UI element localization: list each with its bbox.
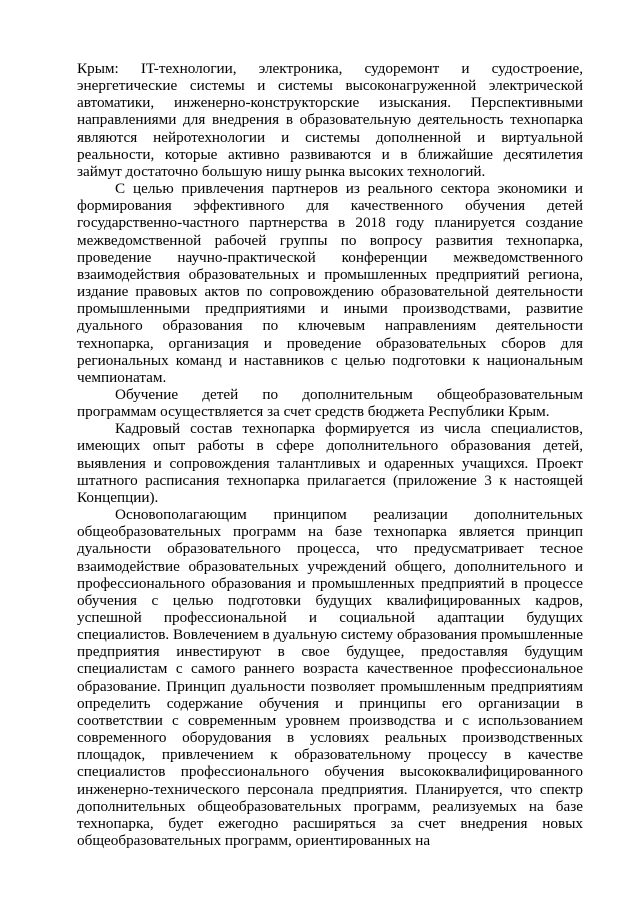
paragraph-partners: С целью привлечения партнеров из реального сектора экономики и формирования эффективного для качественного обучения детей государственно-частного партнерства в 2018 году планируется создание межведомственной рабочей группы по вопросу развития технопарка, проведение научно-практической конференции межведомственного взаимодействия образовательных и промышленных предприятий региона, издание правовых актов по сопровождению образовательной деятельности промышленными предприятиями и иными производствами, развитие дуального образования по ключевым направлениям деятельности технопарка, организация и проведение образовательных сборов для региональных команд и наставников с целью подготовки к национальным чемпионатам. (77, 180, 583, 386)
document-body (77, 60, 583, 849)
paragraph-funding: Обучение детей по дополнительным общеобразовательным программам осуществляется за счет средств бюджета Республики Крым. (77, 385, 583, 421)
paragraph-dual-principle: Основополагающим принципом реализации дополнительных общеобразовательных программ на базе технопарка является принцип дуальности образовательного процесса, что предусматривает тесное взаимодействие образовательных учреждений общего, дополнительного и профессионального образования и промышленных предприятий в процессе обучения с целью подготовки будущих квалифицированных кадров, успешной профессиональной и социальной адаптации будущих специалистов. Вовлечением в дуальную систему образования промышленные предприятия инвестируют в свое будущее, предоставляя будущим специалистам с самого раннего возраста качественное профессиональное образование. Принцип дуальности позволяет промышленным предприятиям определить содержание обучения и принципы его организации в соответствии с современным уровнем производства и с использованием современного оборудования в условиях реальных производственных площадок, привлечением к образовательному процессу в качестве специалистов профессионального обучения высококвалифицированного инженерно-технического персонала предприятия. Планируется, что спектр дополнительных общеобразовательных программ, реализуемых на базе технопарка, будет ежегодно расширяться за счет внедрения новых общеобразовательных программ, ориентированных на (77, 506, 583, 850)
paragraph-continuation: Крым: IT-технологии, электроника, судоремонт и судостроение, энергетические системы и системы высоконагруженной электрической автоматики, инженерно-конструкторские изыскания. Перспективными направлениями для внедрения в образовательную деятельность технопарка являются нейротехнологии и системы дополненной и виртуальной реальности, которые активно развиваются и в ближайшие десятилетия займут достаточно большую нишу рынка высоких технологий. (77, 60, 583, 180)
paragraph-staff: Кадровый состав технопарка формируется из числа специалистов, имеющих опыт работы в сфере дополнительного образования детей, выявления и сопровождения талантливых и одаренных учащихся. Проект штатного расписания технопарка прилагается (приложение 3 к настоящей Концепции). (77, 420, 583, 506)
